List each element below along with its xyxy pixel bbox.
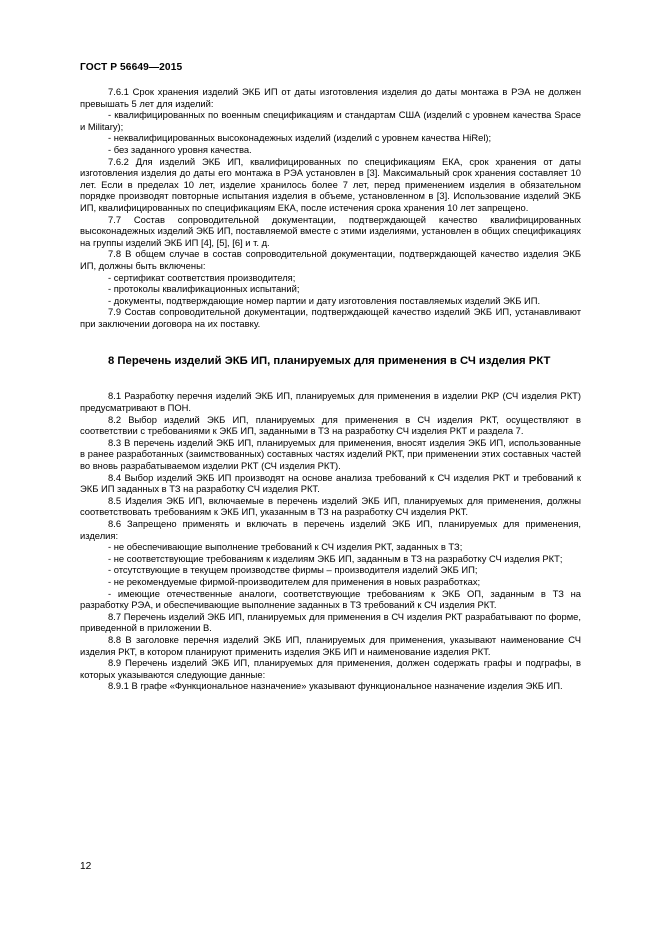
paragraph: 7.7 Состав сопроводительной документации, подтверждающей качество квалифицированных высоконадежных изделий ЭКБ ИП, поставляемой вместе с этими изделиями, установлен в общих спецификациях на группы изделий ЭКБ ИП [4], [5], [6] и т. д. bbox=[80, 213, 581, 248]
paragraph: 8.4 Выбор изделий ЭКБ ИП производят на основе анализа требований к СЧ изделия РКТ и требований к ЭКБ ИП заданных в ТЗ на разработку СЧ изделия РКТ. bbox=[80, 471, 581, 495]
paragraph: 8.9 Перечень изделий ЭКБ ИП, планируемых для применения, должен содержать графы и подграфы, в которых указываются следующие данные: bbox=[80, 657, 581, 680]
list-item: - сертификат соответствия производителя; bbox=[108, 271, 296, 283]
list-item: - без заданного уровня качества. bbox=[108, 143, 252, 155]
document-header: ГОСТ Р 56649—2015 bbox=[80, 62, 183, 73]
list-item: - документы, подтверждающие номер партии и дату изготовления поставляемых изделий ЭКБ ИП. bbox=[108, 294, 541, 306]
document-body bbox=[80, 86, 581, 692]
paragraph: 7.6.2 Для изделий ЭКБ ИП, квалифицированных по спецификациям ЕКА, срок хранения от даты изготовления изделия до даты его монтажа в РЭА установлен в [3]. Максимальный срок хранения составляет 10 лет. Если в пределах 10 лет, изделие хранилось более 7 лет, перед применением изделия в обязательном порядке производят повторные испытания изделия в объеме, установленном в [3]. Использование изделий ЭКБ ИП, квалифицированных по спецификациям ЕКА, после истечения срока хранения 10 лет запрещено. bbox=[80, 155, 581, 213]
paragraph: 8.6 Запрещено применять и включать в перечень изделий ЭКБ ИП, планируемых для применения, изделия: bbox=[80, 518, 581, 541]
paragraph: 8.8 В заголовке перечня изделий ЭКБ ИП, планируемых для применения, указывают наименование СЧ изделия РКТ, в котором планируют применить изделия ЭКБ ИП и наименование изделия РКТ. bbox=[80, 633, 581, 657]
paragraph: 8.3 В перечень изделий ЭКБ ИП, планируемых для применения, вносят изделия ЭКБ ИП, использованные в ранее разработанных (заимствованных) составных частях изделий РКТ, при применении этих составных частей во вновь разрабатываемом изделии РКТ (СЧ изделия РКТ). bbox=[80, 436, 581, 472]
list-item: - отсутствующие в текущем производстве фирмы – производителя изделий ЭКБ ИП; bbox=[108, 564, 478, 576]
paragraph: 8.1 Разработку перечня изделий ЭКБ ИП, планируемых для применения в изделии РКР (СЧ изделия РКТ) предусматривают в ПОН. bbox=[80, 390, 581, 414]
list-item: - имеющие отечественные аналоги, соответствующие требованиям к ЭКБ ОП, заданным в ТЗ на разработку РЭА, и обеспечивающие выполнение заданных в ТЗ требований к СЧ изделия РКТ. bbox=[80, 587, 581, 611]
list-item: - не соответствующие требованиям к изделиям ЭКБ ИП, заданным в ТЗ на разработку СЧ изделия РКТ; bbox=[108, 552, 563, 564]
paragraph: 8.7 Перечень изделий ЭКБ ИП, планируемых для применения в СЧ изделия РКТ разрабатывают по форме, приведенной в приложении В. bbox=[80, 610, 581, 634]
paragraph: 8.5 Изделия ЭКБ ИП, включаемые в перечень изделий ЭКБ ИП, планируемых для применения, должны соответствовать требованиям к ЭКБ ИП, указанным в ТЗ на разработку СЧ изделия РКТ. bbox=[80, 494, 581, 518]
list-item: - протоколы квалификационных испытаний; bbox=[108, 283, 300, 295]
list-item: - не обеспечивающие выполнение требований к СЧ изделия РКТ, заданных в ТЗ; bbox=[108, 541, 463, 553]
page-number: 12 bbox=[80, 861, 92, 872]
list-item: - квалифицированных по военным спецификациям и стандартам США (изделий с уровнем качества Space и Military); bbox=[80, 109, 581, 132]
paragraph: 7.6.1 Срок хранения изделий ЭКБ ИП от даты изготовления изделия до даты монтажа в РЭА не должен превышать 5 лет для изделий: bbox=[80, 86, 581, 109]
paragraph: 7.9 Состав сопроводительной документации, подтверждающей качество изделий ЭКБ ИП, устанавливают при заключении договора на их поставку. bbox=[80, 306, 581, 329]
paragraph: 8.9.1 В графе «Функциональное назначение» указывают функциональное назначение изделия ЭКБ ИП. bbox=[108, 680, 563, 692]
paragraph: 7.8 В общем случае в состав сопроводительной документации, подтверждающей качество изделия ЭКБ ИП, должны быть включены: bbox=[80, 248, 581, 271]
list-item: - не рекомендуемые фирмой-производителем для применения в новых разработках; bbox=[108, 575, 481, 587]
section-heading: 8 Перечень изделий ЭКБ ИП, планируемых для применения в СЧ изделия РКТ bbox=[108, 355, 551, 368]
list-item: - неквалифицированных высоконадежных изделий (изделий с уровнем качества HiRel); bbox=[108, 132, 492, 144]
paragraph: 8.2 Выбор изделий ЭКБ ИП, планируемых для применения в СЧ изделия РКТ, осуществляют в соответствии с требованиями к ЭКБ ИП, заданными в ТЗ на разработку СЧ изделия РКТ и раздела 7. bbox=[80, 413, 581, 437]
